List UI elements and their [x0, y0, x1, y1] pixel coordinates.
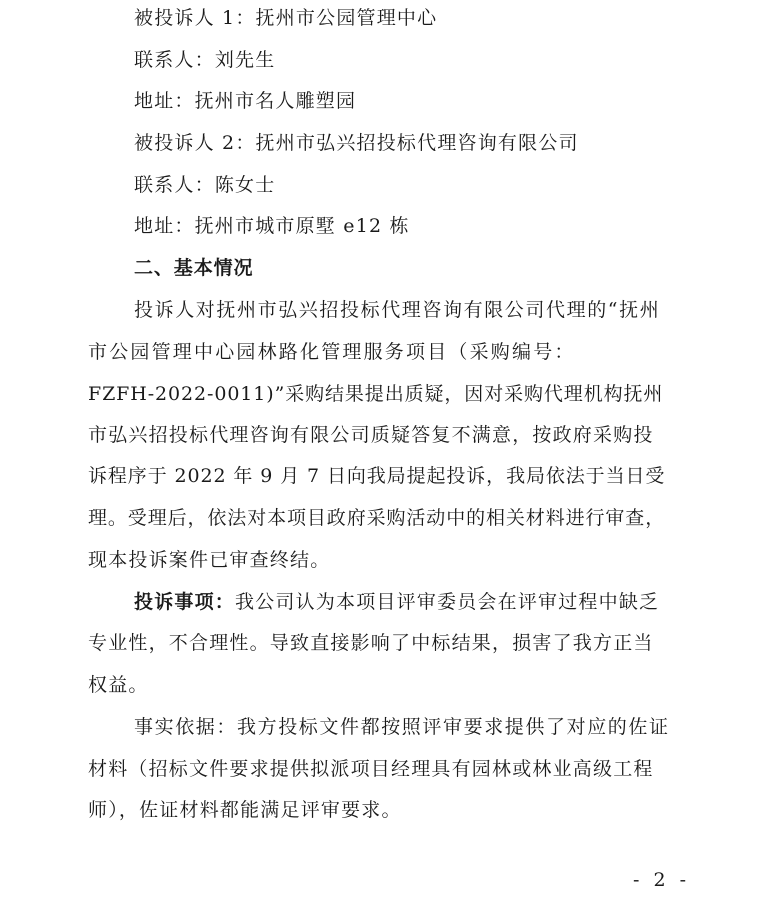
respondent1-address: 抚州市名人雕塑园 — [194, 90, 357, 112]
paragraph-line: 理。受理后，依法对本项目政府采购活动中的相关材料进行审查， — [88, 507, 666, 529]
complaint-matter-line: 专业性，不合理性。导致直接影响了中标结果，损害了我方正当 — [88, 632, 654, 654]
paragraph-line: 诉程序于 2022 年 9 月 7 日向我局提起投诉，我局依法于当日受 — [88, 465, 666, 487]
respondent1-line — [134, 9, 437, 28]
paragraph-line: 投诉人对抚州市弘兴招投标代理咨询有限公司代理的“抚州 — [134, 299, 661, 321]
fact-basis-line: 材料（招标文件要求提供拟派项目经理具有园林或林业高级工程 — [88, 758, 654, 780]
complaint-matter-label: 投诉事项： — [134, 591, 236, 613]
fact-basis-line: 事实依据：我方投标文件都按照评审要求提供了对应的佐证 — [134, 716, 670, 738]
page-number: - 2 - — [633, 869, 691, 891]
respondent2-line — [134, 134, 579, 153]
complaint-matter-line — [134, 593, 659, 612]
fact-basis-line: 师），佐证材料都能满足评审要求。 — [88, 799, 402, 821]
complaint-matter-line: 权益。 — [88, 674, 149, 696]
respondent2-label: 被投诉人 2： — [134, 132, 256, 154]
respondent2-contact-label: 联系人： — [134, 174, 215, 196]
respondent1-name: 抚州市公园管理中心 — [255, 7, 438, 29]
respondent2-address-line — [134, 217, 410, 236]
respondent2-address: 抚州市城市原墅 e12 栋 — [194, 215, 410, 237]
respondent2-contact: 陈女士 — [214, 174, 276, 196]
respondent1-address-line — [134, 92, 356, 111]
complaint-matter-text: 我公司认为本项目评审委员会在评审过程中缺乏 — [235, 591, 660, 613]
respondent1-contact-line — [134, 51, 275, 70]
section-heading: 二、基本情况 — [134, 257, 254, 279]
respondent1-contact: 刘先生 — [214, 49, 276, 71]
respondent1-contact-label: 联系人： — [134, 49, 215, 71]
respondent2-name: 抚州市弘兴招投标代理咨询有限公司 — [255, 132, 579, 154]
respondent2-contact-line — [134, 176, 275, 195]
paragraph-line: FZFH-2022-0011)”采购结果提出质疑，因对采购代理机构抚州 — [88, 383, 664, 405]
paragraph-line: 市弘兴招投标代理咨询有限公司质疑答复不满意，按政府采购投 — [88, 424, 654, 446]
paragraph-line: 市公园管理中心园林路化管理服务项目（采购编号： — [88, 341, 576, 363]
respondent1-label: 被投诉人 1： — [134, 7, 256, 29]
respondent2-address-label: 地址： — [134, 215, 195, 237]
respondent1-address-label: 地址： — [134, 90, 195, 112]
paragraph-line: 现本投诉案件已审查终结。 — [88, 549, 331, 571]
